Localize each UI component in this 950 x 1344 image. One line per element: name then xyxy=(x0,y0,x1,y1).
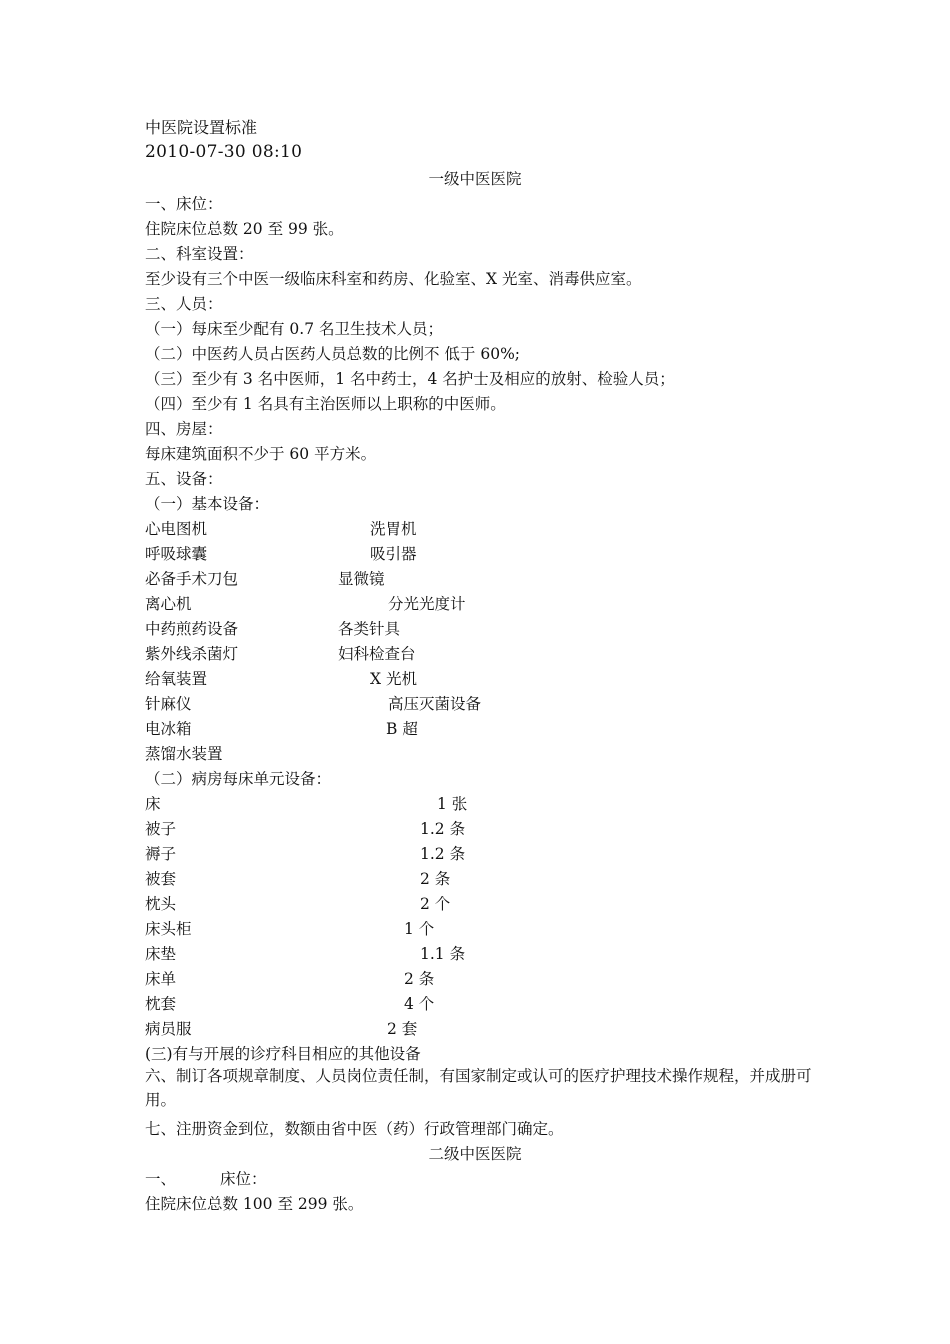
s1-title: 一、床位： xyxy=(145,195,223,213)
equipment-left: 必备手术刀包 xyxy=(145,570,239,588)
ward-qty: 1.2 条 xyxy=(420,845,466,863)
ward-item: 床单 xyxy=(145,970,177,988)
ward-qty: 2 条 xyxy=(404,970,435,988)
ward-item: 褥子 xyxy=(145,845,177,863)
ward-qty: 2 套 xyxy=(387,1020,418,1038)
ward-qty: 1.2 条 xyxy=(420,820,466,838)
l2-s1-num: 一、 xyxy=(145,1170,177,1188)
s5-other: (三)有与开展的诊疗科目相应的其他设备 xyxy=(145,1045,421,1063)
equipment-right: 吸引器 xyxy=(370,545,417,563)
s3-title: 三、人员： xyxy=(145,295,223,313)
ward-qty: 2 个 xyxy=(420,895,451,913)
document-title: 中医院设置标准 xyxy=(145,118,258,137)
s5-title: 五、设备： xyxy=(145,470,223,488)
s5-basic-title: （一）基本设备： xyxy=(145,495,270,513)
equipment-left: 针麻仪 xyxy=(145,695,192,713)
l2-s1-title: 床位： xyxy=(220,1170,267,1188)
ward-item: 床头柜 xyxy=(145,920,192,938)
s7-text: 七、注册资金到位，数额由省中医（药）行政管理部门确定。 xyxy=(145,1120,564,1138)
equipment-left: 蒸馏水装置 xyxy=(145,745,223,763)
s3-item: （四）至少有 1 名具有主治医师以上职称的中医师。 xyxy=(145,395,506,413)
s3-item: （二）中医药人员占医药人员总数的比例不 低于 60%; xyxy=(145,345,521,363)
ward-item: 枕头 xyxy=(145,895,177,913)
ward-qty: 1 张 xyxy=(437,795,468,813)
l2-s1-text: 住院床位总数 100 至 299 张。 xyxy=(145,1195,364,1213)
s4-text: 每床建筑面积不少于 60 平方米。 xyxy=(145,445,377,463)
equipment-left: 离心机 xyxy=(145,595,192,613)
s2-title: 二、科室设置： xyxy=(145,245,254,263)
equipment-right: 洗胃机 xyxy=(370,520,417,538)
s5-ward-title: （二）病房每床单元设备： xyxy=(145,770,332,788)
s4-title: 四、房屋： xyxy=(145,420,223,438)
ward-item: 床 xyxy=(145,795,161,813)
equipment-right: 分光光度计 xyxy=(388,595,466,613)
ward-qty: 4 个 xyxy=(404,995,435,1013)
ward-item: 病员服 xyxy=(145,1020,192,1038)
s3-item: （三）至少有 3 名中医师，1 名中药士，4 名护士及相应的放射、检验人员； xyxy=(145,370,675,388)
equipment-right: 妇科检查台 xyxy=(338,645,416,663)
equipment-left: 中药煎药设备 xyxy=(145,620,239,638)
ward-qty: 1 个 xyxy=(404,920,435,938)
s1-text: 住院床位总数 20 至 99 张。 xyxy=(145,220,344,238)
equipment-right: B 超 xyxy=(386,720,418,738)
ward-item: 床垫 xyxy=(145,945,177,963)
ward-item: 被套 xyxy=(145,870,177,888)
document-datetime: 2010-07-30 08:10 xyxy=(145,142,303,162)
equipment-right: 高压灭菌设备 xyxy=(388,695,482,713)
s3-item: （一）每床至少配有 0.7 名卫生技术人员； xyxy=(145,320,444,338)
s6-text: 六、制订各项规章制度、人员岗位责任制，有国家制定或认可的医疗护理技术操作规程，并成册可用。 xyxy=(145,1067,812,1109)
equipment-left: 给氧装置 xyxy=(145,670,208,688)
section-heading-level1: 一级中医医院 xyxy=(428,170,522,188)
equipment-left: 电冰箱 xyxy=(145,720,192,738)
equipment-left: 呼吸球囊 xyxy=(145,545,208,563)
ward-qty: 2 条 xyxy=(420,870,451,888)
equipment-right: X 光机 xyxy=(370,670,417,688)
equipment-left: 心电图机 xyxy=(145,520,208,538)
equipment-right: 各类针具 xyxy=(338,620,401,638)
s2-text: 至少设有三个中医一级临床科室和药房、化验室、X 光室、消毒供应室。 xyxy=(145,270,642,288)
ward-qty: 1.1 条 xyxy=(420,945,466,963)
equipment-right: 显微镜 xyxy=(338,570,385,588)
ward-item: 枕套 xyxy=(145,995,177,1013)
section-heading-level2: 二级中医医院 xyxy=(428,1145,522,1163)
ward-item: 被子 xyxy=(145,820,177,838)
equipment-left: 紫外线杀菌灯 xyxy=(145,645,239,663)
